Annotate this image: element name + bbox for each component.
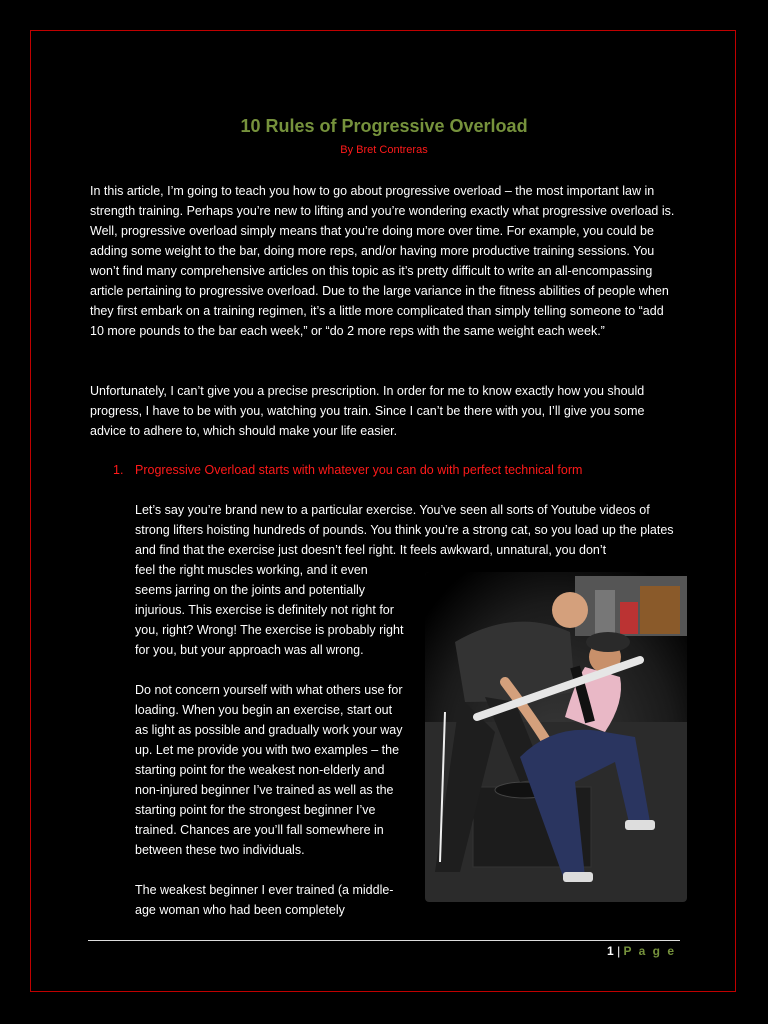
rule-1-paragraph-3: The weakest beginner I ever trained (a middle-age woman who had been completely bbox=[135, 883, 394, 917]
second-paragraph: Unfortunately, I can’t give you a precise prescription. In order for me to know exactly how you should progress, I have to be with you, watching you train. Since I can’t be there with you, I’ll give you some advice to adhere to, which should make your life easier. bbox=[90, 384, 645, 438]
footer-rule bbox=[88, 940, 680, 941]
footer-separator: | bbox=[617, 944, 621, 958]
rule-1-paragraph-wrap: feel the right muscles working, and it even seems jarring on the joints and potentially injurious. This exercise is definitely not right for you, right? Wrong! The exercise is probably right for you, but your approach was all wrong. bbox=[135, 563, 404, 657]
document-title: 10 Rules of Progressive Overload bbox=[240, 116, 528, 136]
page-footer bbox=[607, 944, 676, 958]
rule-1-number: 1. bbox=[113, 463, 124, 477]
rule-1-heading bbox=[113, 460, 673, 480]
intro-paragraph: In this article, I’m going to teach you how to go about progressive overload – the most important law in strength training. Perhaps you’re new to lifting and you’re wondering exactly what progressive overload is. Well, progressive overload simply means that you’re doing more over time. For example, you could be adding some weight to the bar, doing more reps, and/or having more productive training sessions. You won’t find many comprehensive articles on this topic as it’s pretty difficult to write an all-encompassing article pertaining to progressive overload. Due to the large variance in the fitness abilities of people when they first embark on a training regimen, it’s a little more complicated than simply telling someone to “add 10 more pounds to the bar each week,” or “do 2 more reps with the same weight each week.” bbox=[90, 184, 675, 338]
author-byline: By Bret Contreras bbox=[340, 144, 428, 156]
rule-1-heading-text: Progressive Overload starts with whatever you can do with perfect technical form bbox=[135, 463, 583, 477]
rule-1-paragraph-full: Let’s say you’re brand new to a particular exercise. You’ve seen all sorts of Youtube videos of strong lifters hoisting hundreds of pounds. You think you’re a strong cat, so you load up the plates and find that the exercise just doesn’t feel right. It feels awkward, unnatural, you don’t bbox=[135, 503, 674, 557]
page-label: P a g e bbox=[623, 944, 676, 958]
training-photo bbox=[425, 572, 687, 902]
page-number: 1 bbox=[607, 944, 614, 958]
rule-1-paragraph-2: Do not concern yourself with what others use for loading. When you begin an exercise, start out as light as possible and gradually work your way up. Let me provide you with two examples – the starting point for the weakest non-elderly and non-injured beginner I’ve trained as well as the starting point for the strongest beginner I’ve trained. Chances are you’ll fall somewhere in between these two individuals. bbox=[135, 683, 403, 857]
